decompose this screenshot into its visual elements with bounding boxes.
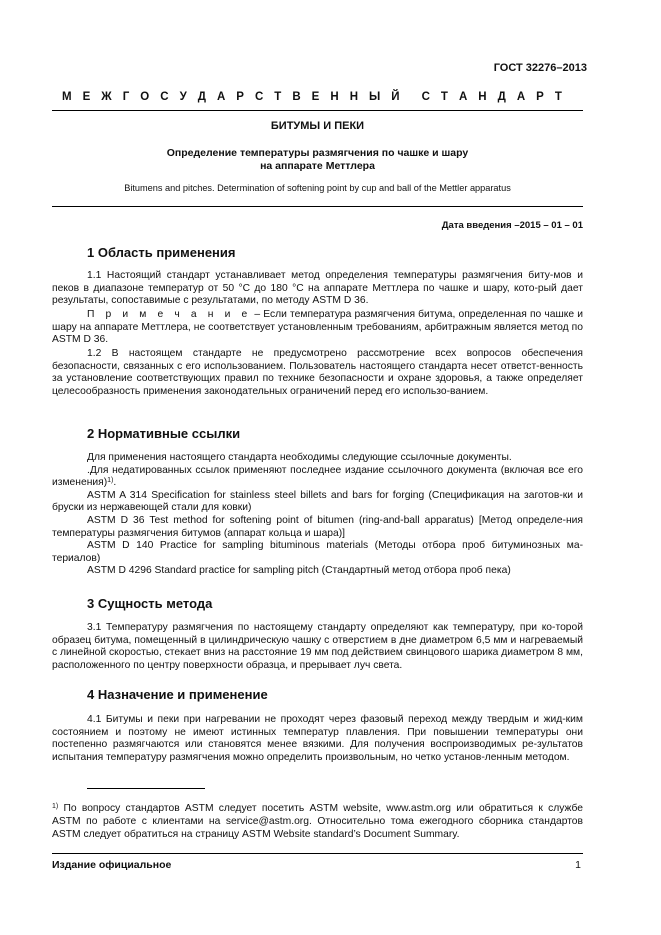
banner-letter: Н <box>349 91 358 103</box>
banner-letter: Г <box>122 91 130 103</box>
banner-letter: С <box>254 91 264 103</box>
banner-letter: Р <box>536 91 544 103</box>
section-heading-3: 3 Сущность метода <box>87 596 213 611</box>
section-heading-2: 2 Нормативные ссылки <box>87 426 241 441</box>
reference-astm-a314: ASTM A 314 Specification for stainless steel billets and bars for forging (Спецификация на заготов-ки и бруски из нержавеющей стали для ковки) <box>52 489 583 514</box>
paragraph-1-1: 1.1 Настоящий стандарт устанавливает метод определения температуры размягчения биту-мов и пеков в диапазоне температур от 50 °С до 180 °С на аппарате Меттлера по чашке и шару, кото-рый дает результаты, сопоставимые с результатами, по методу ASTM D 36. <box>52 270 583 307</box>
banner-letter: Ы <box>369 91 381 103</box>
banner-letter: Н <box>330 91 339 103</box>
section-heading-4: 4 Назначение и применение <box>87 687 268 702</box>
banner-letter: С <box>160 91 169 103</box>
banner-letter: Т <box>440 91 448 103</box>
banner-letter: О <box>140 91 150 103</box>
paragraph-1-2: 1.2 В настоящем стандарте не предусмотрено рассмотрение всех вопросов обеспечения безопасности, связанных с его использованием. Пользователь настоящего стандарта несет ответст-венность за установление соответствующих правил по технике безопасности и охране здоровья, а также определяет целесообразность применения законодательных ограничений перед его использо-ванием. <box>52 348 583 397</box>
footnote: $^{1)}$ По вопросу стандартов ASTM следует посетить ASTM website, www.astm.org или обратиться к службе ASTM по работе с клиентами на service@astm.org. Относительно тома ежегодного сборника стандартов ASTM следует обратиться на страницу ASTM Website standard’s Document Summary. <box>52 803 583 840</box>
banner-letter: Р <box>236 91 244 103</box>
title-rule <box>52 206 583 207</box>
document-code: ГОСТ 32276–2013 <box>493 62 587 74</box>
english-title: Bitumens and pitches. Determination of softening point by cup and ball of the Mettler apparatus <box>124 183 511 193</box>
banner-letter: М <box>62 91 72 103</box>
banner-letter: А <box>216 91 226 103</box>
banner-letter: Т <box>554 91 562 103</box>
references-block: Для применения настоящего стандарта необходимы следующие ссылочные документы. .Для недатированных ссылок применяют последнее издание ссылочного документа (включая все его изменения)$^{1)}$. ASTM A 314 Specification for stainless steel billets and bars for forging (Спецификация на заготов-ки и бруски из нержавеющей стали для ковки) ASTM D 36 Test method for softening point of bitumen (ring-and-ball apparatus) [Метод определе-ния температуры размягчения битумов (аппарат кольца и шара)] ASTM D 140 Practice for sampling bituminous materials (Методы отбора проб битуминозных ма-териалов) ASTM D 4296 Standard practice for sampling pitch (Стандартный метод отбора проб пека) <box>52 452 583 577</box>
banner-letter: А <box>516 91 526 103</box>
note-paragraph: П р и м е ч а н и е – Если температура размягчения битума, определенная по чашке и шару на аппарате Меттлера, не соответствует установленным требованиям, арбитражным является метод по ASTM D 36. <box>52 309 583 346</box>
footer-rule <box>52 853 583 854</box>
banner-letter: Д <box>497 91 506 103</box>
page-number: 1 <box>575 859 581 871</box>
introduction-date: Дата введения –2015 – 01 – 01 <box>441 220 583 231</box>
banner-letter: Е <box>311 91 320 103</box>
banner-letter: У <box>179 91 187 103</box>
reference-astm-d36: ASTM D 36 Test method for softening point of bitumen (ring-and-ball apparatus) [Метод определе-ния температуры размягчения битумов (аппарат кольца и шара)] <box>52 514 583 539</box>
banner-letter: Й <box>391 91 400 103</box>
reference-astm-d140: ASTM D 140 Practice for sampling bituminous materials (Методы отбора проб битуминозных ма-териалов) <box>52 540 583 564</box>
banner-letter: Т <box>274 91 282 103</box>
paragraph-4-1: 4.1 Битумы и пеки при нагревании не проходят через фазовый переход между твердым и жид-ким состоянием и поэтому не имеют истинных температур плавления. При повышении температуры они постепенно размягчаются или становятся менее вязкими. Для получения воспроизводимых ре-зультатов испытания температуру размягчения можно определить произвольным, но четко установ-ленным методом. <box>52 714 583 763</box>
banner-letter: Ж <box>101 91 112 103</box>
interstate-standard-banner <box>62 91 562 103</box>
banner-letter: Е <box>82 91 91 103</box>
document-subtitle: Определение температуры размягчения по чашке и шару на аппарате Меттлера <box>166 147 469 172</box>
paragraph-3-1: 3.1 Температуру размягчения по настоящему стандарту определяют как температуру, при ко-торой образец битума, помещенный в цилиндрическую чашку с отверстием в дне диаметром 6,5 мм и нагреваемый с линейной скоростью, стекает вниз на расстояние 19 мм под действием свинцового шарика диаметром 8 мм, расположенного по центру поверхности образца, и прерывает луч света. <box>52 622 583 671</box>
section-heading-1: 1 Область применения <box>87 245 236 260</box>
document-title: БИТУМЫ И ПЕКИ <box>270 120 365 132</box>
banner-letter: Д <box>197 91 206 103</box>
banner-letter: С <box>421 91 430 103</box>
banner-letter: Н <box>478 91 487 103</box>
header-rule <box>52 110 583 111</box>
reference-astm-d4296: ASTM D 4296 Standard practice for sampling pitch (Стандартный метод отбора проб пека) <box>87 565 511 577</box>
banner-letter: В <box>292 91 301 103</box>
banner-letter: А <box>458 91 468 103</box>
official-edition-label: Издание официальное <box>52 859 172 871</box>
footnote-separator <box>87 788 205 789</box>
